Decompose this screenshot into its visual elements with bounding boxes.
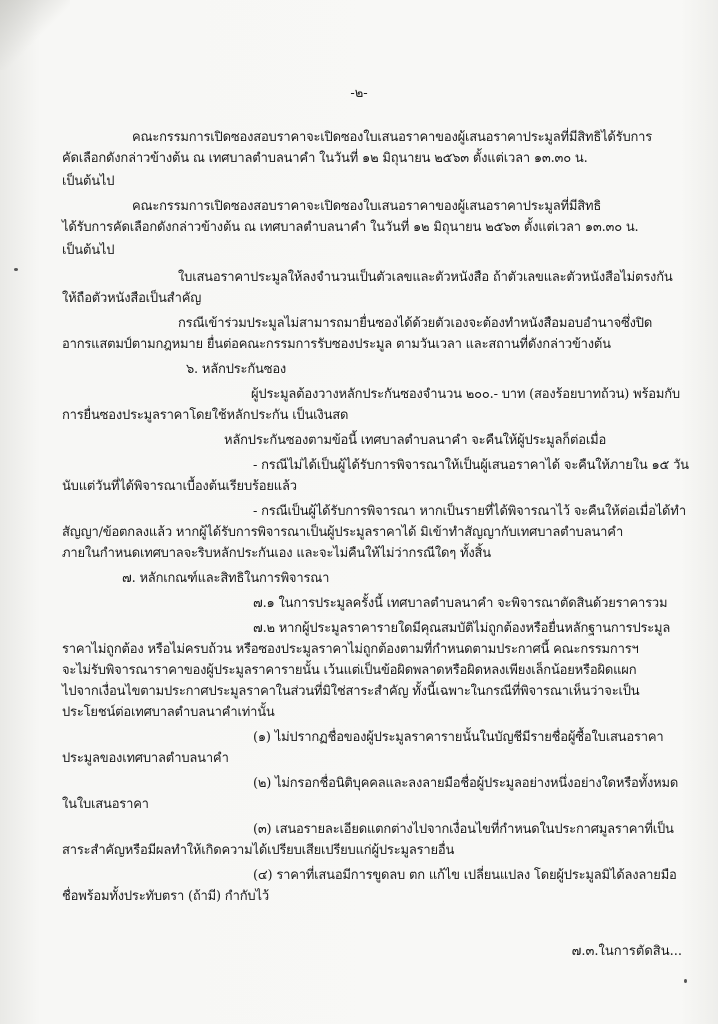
body-text-line: คณะกรรมการเปิดซองสอบราคาจะเปิดซองใบเสนอราคาของผู้เสนอราคาประมูลที่มีสิทธิ	[132, 199, 602, 214]
scan-corner-shadow	[0, 0, 70, 70]
body-text-line: คัดเลือกดังกล่าวข้างต้น ณ เทศบาลตำบลนาคำ ในวันที่ ๑๒ มิถุนายน ๒๕๖๓ ตั้งแต่เวลา ๑๓.๓๐ น.	[62, 151, 588, 166]
scan-speck	[684, 979, 687, 983]
body-text-line: - กรณีไม่ได้เป็นผู้ได้รับการพิจารณาให้เป็นผู้เสนอราคาได้ จะคืนให้ภายใน ๑๕ วัน	[253, 458, 689, 473]
body-text-line: เป็นต้นไป	[62, 243, 115, 258]
body-text-line: ภายในกำหนดเทศบาลจะริบหลักประกันเอง และจะไม่คืนให้ไม่ว่ากรณีใดๆ ทั้งสิ้น	[62, 546, 491, 561]
body-text-line: ราคาไม่ถูกต้อง หรือไม่ครบถ้วน หรือซองประมูลราคาไม่ถูกต้องตามที่กำหนดตามประกาศนี้ คณะกรรมการฯ	[62, 642, 639, 657]
body-text-line: สัญญา/ข้อตกลงแล้ว หากผู้ได้รับการพิจารณาเป็นผู้ประมูลราคาได้ มิเข้าทำสัญญากับเทศบาลตำบลนาคำ	[62, 525, 624, 540]
body-text-line: ๖. หลักประกันซอง	[186, 362, 287, 377]
body-text-line: เป็นต้นไป	[62, 174, 115, 189]
body-text-line: - กรณีเป็นผู้ได้รับการพิจารณา หากเป็นรายที่ได้พิจารณาไว้ จะคืนให้ต่อเมื่อได้ทำ	[253, 504, 686, 519]
body-text-line: ผู้ประมูลต้องวางหลักประกันซองจำนวน ๒๐๐.- บาท (สองร้อยบาทถ้วน) พร้อมกับ	[251, 387, 680, 402]
body-text-line: ๗.๑ ในการประมูลครั้งนี้ เทศบาลตำบลนาคำ จะพิจารณาตัดสินด้วยราคารวม	[253, 596, 668, 611]
body-text-line: ๗.๒ หากผู้ประมูลราคารายใดมีคุณสมบัติไม่ถูกต้องหรือยื่นหลักฐานการประมูล	[253, 621, 671, 636]
body-text-line: ได้รับการคัดเลือกดังกล่าวข้างต้น ณ เทศบาลตำบลนาคำ ในวันที่ ๑๒ มิถุนายน ๒๕๖๓ ตั้งแต่เวลา ๑๓.๓๐ น.	[62, 220, 639, 235]
body-text-line: อากรแสตมป์ตามกฎหมาย ยื่นต่อคณะกรรมการรับซองประมูล ตามวันเวลา และสถานที่ดังกล่าวข้างต้น	[62, 337, 611, 352]
body-text-line: (๓) เสนอรายละเอียดแตกต่างไปจากเงื่อนไขที่กำหนดในประกาศมูลราคาที่เป็น	[253, 822, 674, 837]
body-text-line: (๒) ไม่กรอกชื่อนิติบุคคลและลงลายมือชื่อผู้ประมูลอย่างหนึ่งอย่างใดหรือทั้งหมด	[253, 776, 679, 791]
body-text-line: สาระสำคัญหรือมีผลทำให้เกิดความได้เปรียบเสียเปรียบแก่ผู้ประมูลรายอื่น	[62, 843, 455, 858]
body-text-line: ไปจากเงื่อนไขตามประกาศประมูลราคาในส่วนที่มิใช่สาระสำคัญ ทั้งนี้เฉพาะในกรณีที่พิจารณาเห็นว่าจะเป็น	[62, 684, 640, 699]
body-text-line: (๑) ไม่ปรากฏชื่อของผู้ประมูลราคารายนั้นในบัญชีมีรายชื่อผู้ซื้อใบเสนอราคา	[253, 730, 664, 745]
body-text-line: จะไม่รับพิจารณาราคาของผู้ประมูลราคารายนั้น เว้นแต่เป็นข้อผิดพลาดหรือผิดหลงเพียงเล็กน้อยหรือผิดแผก	[62, 663, 637, 678]
body-text-line: คณะกรรมการเปิดซองสอบราคาจะเปิดซองใบเสนอราคาของผู้เสนอราคาประมูลที่มีสิทธิได้รับการ	[132, 130, 653, 145]
body-text-line: ประโยชน์ต่อเทศบาลตำบลนาคำเท่านั้น	[62, 705, 275, 720]
body-text-line: ชื่อพร้อมทั้งประทับตรา (ถ้ามี) กำกับไว้	[62, 889, 269, 904]
body-text-line: หลักประกันซองตามข้อนี้ เทศบาลตำบลนาคำ จะคืนให้ผู้ประมูลก็ต่อเมื่อ	[224, 433, 607, 448]
body-text-line: ให้ถือตัวหนังสือเป็นสำคัญ	[62, 291, 202, 306]
continuation-reference: ๗.๓.ในการตัดสิน...	[571, 944, 682, 959]
body-text-line: ใบเสนอราคาประมูลให้ลงจำนวนเป็นตัวเลขและตัวหนังสือ ถ้าตัวเลขและตัวหนังสือไม่ตรงกัน	[178, 270, 673, 285]
page-number: -๒-	[350, 86, 368, 101]
body-text-line: ๗. หลักเกณฑ์และสิทธิในการพิจารณา	[122, 571, 330, 586]
body-text-line: ในใบเสนอราคา	[62, 797, 149, 812]
scan-speck	[14, 268, 18, 271]
body-text-line: นับแต่วันที่ได้พิจารณาเบื้องต้นเรียบร้อยแล้ว	[62, 479, 297, 494]
body-text-line: (๔) ราคาที่เสนอมีการขูดลบ ตก แก้ไข เปลี่ยนแปลง โดยผู้ประมูลมิได้ลงลายมือ	[253, 868, 677, 883]
body-text-line: กรณีเข้าร่วมประมูลไม่สามารถมายื่นซองได้ด้วยตัวเองจะต้องทำหนังสือมอบอำนาจซึ่งปิด	[178, 316, 653, 331]
body-text-line: ประมูลของเทศบาลตำบลนาคำ	[62, 751, 229, 766]
body-text-line: การยื่นซองประมูลราคาโดยใช้หลักประกัน เป็นเงินสด	[62, 408, 349, 423]
